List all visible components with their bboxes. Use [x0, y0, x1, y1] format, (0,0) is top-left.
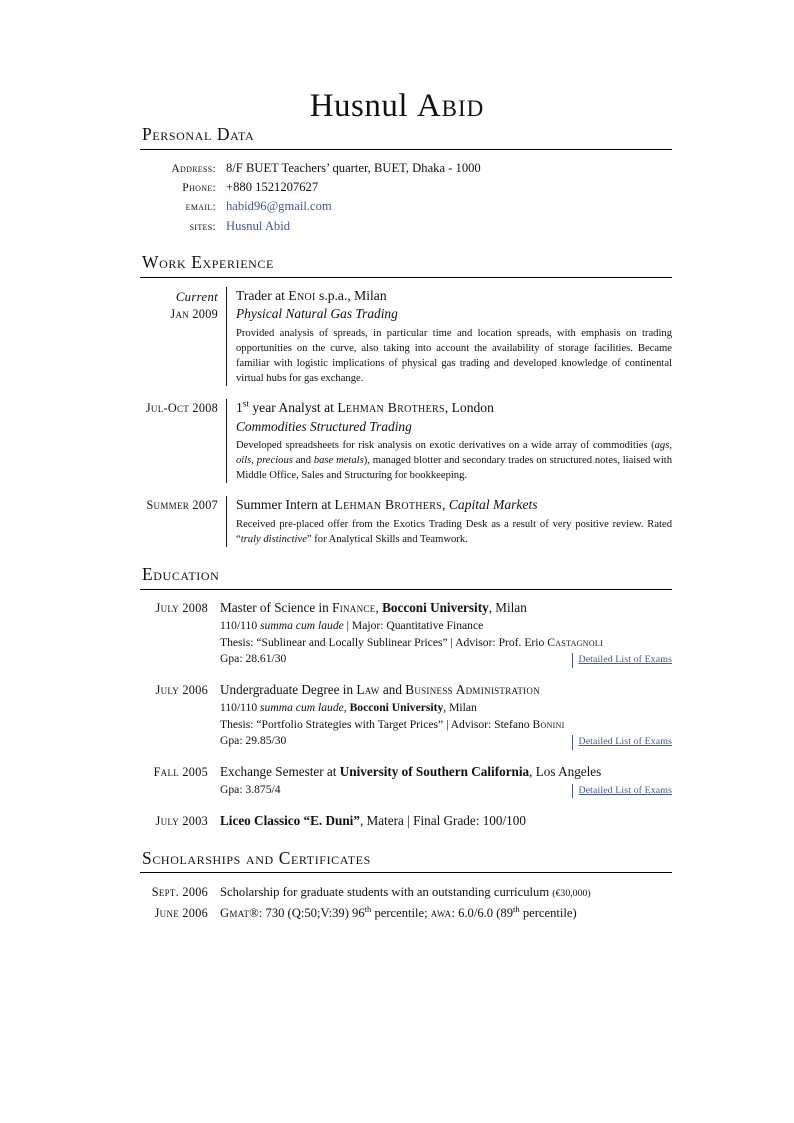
education-entry — [140, 681, 672, 750]
education-entry-date: July 2003 — [155, 813, 208, 828]
degree-post: , Milan — [488, 600, 527, 616]
desc-part: and — [292, 455, 314, 467]
education-entry-body — [220, 599, 672, 668]
personal-data-label: Address: — [171, 162, 216, 176]
scholarship-row — [140, 882, 672, 902]
personal-data-row-phone — [140, 178, 672, 197]
title-post: , — [442, 497, 449, 513]
gpa-value: Gpa: 28.61/30 — [220, 652, 287, 666]
institution-location: , Los Angeles — [529, 764, 602, 780]
institution-name: Liceo Classico “E. Duni” — [220, 812, 360, 828]
work-entry-date — [140, 399, 226, 417]
education-entry — [140, 599, 672, 668]
section-work-experience — [140, 252, 672, 547]
work-entry-date — [140, 496, 226, 514]
name-family: Abid — [416, 88, 485, 124]
desc-part: Developed spreadsheets for risk analysis on exotic derivatives on a wide array of commodities ( — [236, 440, 655, 452]
percentile-label: percentile; — [371, 905, 431, 920]
thesis-title: Thesis: “Sublinear and Locally Sublinear Prices” | Advisor: Prof. Erio — [220, 635, 548, 649]
section-personal-data — [140, 124, 672, 235]
work-entry-subtitle: Physical Natural Gas Trading — [236, 306, 398, 322]
title-post: s.p.a., Milan — [315, 287, 387, 303]
scholarship-amount: (€30,000) — [552, 888, 591, 900]
personal-data-value-phone: +880 1521207627 — [226, 180, 319, 195]
personal-data-row-email — [140, 197, 672, 216]
personal-data-label: email: — [185, 200, 216, 214]
title-mid: year Analyst at — [248, 399, 338, 415]
institution-name: University of Southern California — [339, 764, 530, 780]
title-pre: Summer Intern at — [236, 497, 335, 513]
degree-field-secondary: Business Administration — [405, 682, 541, 698]
section-title-scholarships: Scholarships and Certificates — [142, 847, 371, 868]
work-entry-body — [226, 287, 672, 386]
test-score: : 730 (Q:50;V:39) 96 — [258, 905, 365, 920]
education-entry-date: July 2006 — [155, 683, 208, 698]
desc-part: Received pre-placed offer from the Exotics Trading Desk as a result of very positive review. Rated “ — [236, 519, 672, 546]
employer-name: Lehman Brothers — [337, 399, 445, 415]
institution-detail: , Matera | Final Grade: 100/100 — [359, 812, 526, 828]
desc-emphasis: ags, oils, precious — [236, 440, 672, 467]
ordinal-suffix: th — [513, 903, 520, 914]
test-name: Gmat — [220, 905, 250, 920]
section-title-work-experience: Work Experience — [142, 251, 274, 272]
work-entry-date-line1: Current — [175, 289, 218, 304]
employer-name: Enoi — [288, 287, 316, 303]
scholarship-text — [220, 882, 591, 902]
work-entry-date-line1: Summer 2007 — [146, 498, 218, 513]
section-divider — [140, 277, 672, 278]
personal-data-label: sites: — [189, 219, 216, 233]
education-entry-date: July 2008 — [155, 601, 208, 616]
section-education — [140, 564, 672, 830]
education-entry — [140, 812, 672, 831]
desc-part: ” for Analytical Skills and Teamwork. — [306, 534, 468, 546]
work-entry-description: Provided analysis of spreads, in particular time and location spreads, with emphasis on trading opportunities on the curve, also taking into account the availability of storage facilities. Became familiar with logistic implications of physical gas trading and developed knowledge of continental virtual hubs for gas exchange. — [236, 327, 672, 384]
education-entry-body — [220, 812, 672, 831]
gpa-value: Gpa: 3.875/4 — [220, 783, 281, 796]
desc-emphasis: truly distinctive — [240, 534, 307, 546]
institution-location: , Milan — [443, 700, 477, 714]
section-divider — [140, 589, 672, 590]
gpa-row — [220, 733, 672, 750]
desc-emphasis: base metals — [313, 455, 364, 467]
degree-line — [220, 599, 672, 618]
honors: summa cum laude — [260, 618, 344, 632]
work-entry-description — [236, 438, 672, 483]
scholarship-description: Scholarship for graduate students with an outstanding curriculum — [220, 885, 553, 900]
awa-percentile: percentile) — [519, 905, 577, 920]
degree-field: Law — [356, 682, 380, 698]
grade-value: 110/110 — [220, 700, 261, 714]
section-scholarships — [140, 848, 672, 924]
work-entry-title — [236, 287, 672, 306]
section-title-education: Education — [142, 564, 220, 585]
education-entry-body — [220, 681, 672, 750]
degree-pre: Master of Science in — [220, 600, 333, 616]
work-entry-title — [236, 496, 672, 515]
certificate-text — [220, 903, 577, 923]
work-entry-body — [226, 399, 672, 483]
work-entry-date-line1: Jul-Oct 2008 — [145, 400, 218, 415]
title-emphasis: Capital Markets — [448, 497, 538, 513]
email-link[interactable]: habid96@gmail.com — [226, 199, 332, 214]
gpa-row — [220, 782, 672, 799]
scholarship-date: June 2006 — [154, 905, 208, 920]
work-entry-body — [226, 496, 672, 547]
awa-score: : 6.0/6.0 (89 — [451, 905, 514, 920]
degree-field: Finance — [332, 600, 376, 616]
degree-sep: and — [379, 682, 406, 698]
title-pre: Trader at — [236, 287, 289, 303]
major: | Major: Quantitative Finance — [343, 618, 484, 632]
desc-part: ), managed blotter and secondary trades on structured notes, liaised with Middle Office, Sales and Structuring for bookkeeping. — [236, 455, 673, 482]
institution-name: Bocconi University — [382, 600, 489, 616]
title-post: , London — [444, 399, 494, 415]
advisor-name: Castagnoli — [547, 635, 604, 649]
ordinal-suffix: st — [242, 398, 249, 409]
page-title — [0, 0, 794, 124]
section-divider — [140, 149, 672, 150]
personal-data-row-sites — [140, 217, 672, 236]
work-entry-description — [236, 517, 672, 547]
degree-line — [220, 763, 672, 782]
degree-line — [220, 812, 672, 831]
education-entry-date: Fall 2005 — [153, 765, 208, 780]
work-entry — [140, 399, 672, 483]
section-title-personal-data: Personal Data — [142, 124, 255, 145]
ordinal-suffix: th — [364, 903, 372, 914]
title-pre: 1 — [236, 399, 243, 415]
honors: summa cum laude — [260, 700, 344, 714]
personal-data-label: Phone: — [182, 181, 216, 195]
gpa-row — [220, 651, 672, 668]
grade-value: 110/110 — [220, 618, 261, 632]
thesis-line — [220, 717, 672, 734]
website-link[interactable]: Husnul Abid — [226, 218, 291, 233]
detailed-list-of-exams-link[interactable]: Detailed List of Exams — [572, 653, 672, 667]
personal-data-value-address: 8/F BUET Teachers’ quarter, BUET, Dhaka - 1000 — [226, 161, 481, 176]
grade-line — [220, 700, 672, 717]
grade-line — [220, 618, 672, 635]
degree-sep: , — [375, 600, 383, 616]
personal-data-row-address — [140, 159, 672, 178]
degree-pre: Undergraduate Degree in — [220, 682, 357, 698]
gpa-value: Gpa: 29.85/30 — [220, 734, 287, 748]
work-entry-title — [236, 399, 672, 418]
degree-pre: Exchange Semester at — [220, 764, 340, 780]
registered-trademark-icon: ® — [249, 905, 259, 920]
section-divider — [140, 872, 672, 873]
work-entry — [140, 496, 672, 547]
awa-label: awa — [430, 905, 452, 920]
scholarship-date: Sept. 2006 — [151, 885, 208, 900]
employer-name: Lehman Brothers — [334, 497, 443, 513]
work-entry-date-line2: Jan 2009 — [170, 306, 218, 321]
detailed-list-of-exams-link[interactable]: Detailed List of Exams — [572, 784, 672, 798]
education-entry-body — [220, 763, 672, 799]
thesis-line — [220, 635, 672, 652]
scholarship-row — [140, 903, 672, 923]
detailed-list-of-exams-link[interactable]: Detailed List of Exams — [572, 735, 672, 749]
work-entry — [140, 287, 672, 386]
grade-sep: , — [343, 700, 350, 714]
work-entry-subtitle: Commodities Structured Trading — [236, 418, 412, 434]
work-entry-date — [140, 287, 226, 323]
thesis-title: Thesis: “Portfolio Strategies with Target Prices” | Advisor: Stefano — [220, 717, 533, 731]
degree-line — [220, 681, 672, 700]
advisor-name: Bonini — [532, 717, 565, 731]
education-entry — [140, 763, 672, 799]
name-given: Husnul — [309, 88, 409, 124]
institution-name: Bocconi University — [349, 700, 444, 714]
